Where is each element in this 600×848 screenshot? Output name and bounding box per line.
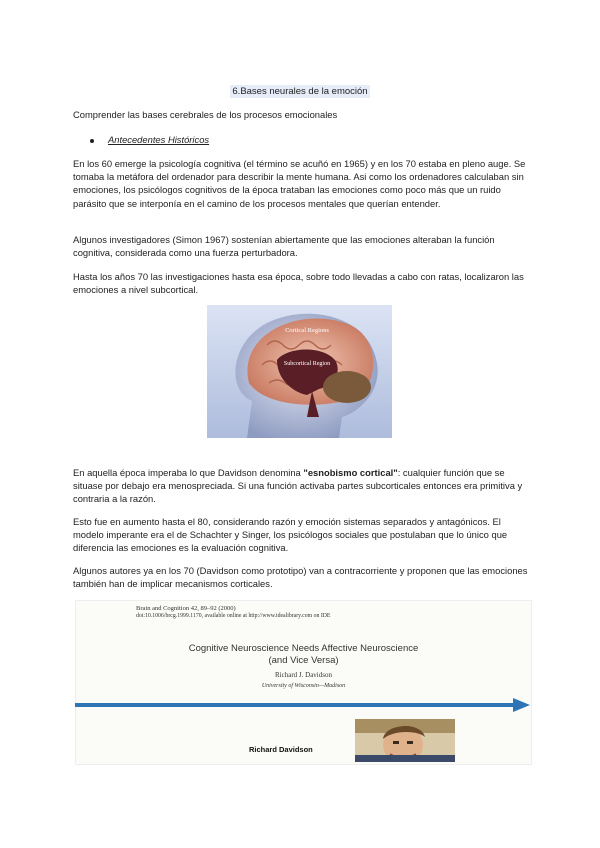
paper-title-line1: Cognitive Neuroscience Needs Affective Neuroscience [188,643,419,654]
paragraph-4 [73,466,528,506]
subcortical-label-text: Subcortical Region [283,361,331,367]
cortical-label: Cortical Regions [285,327,329,334]
title-text: 6.Bases neurales de la emoción [232,86,368,97]
paper-header-image [75,600,532,765]
bullet-text: Antecedentes Históricos [108,134,210,145]
bullet-item [90,134,209,145]
paragraph-3: Hasta los años 70 las investigaciones hasta esa época, sobre todo llevadas a cabo con ratas, localizaron las emociones a nivel subcortical. [73,271,524,296]
subcortical-label [284,361,330,367]
timeline-arrow-icon [75,698,530,712]
paper-affiliation: University of Wisconsin—Madison [261,683,346,689]
paragraph-1: En los 60 emerge la psicología cognitiva (el término se acuñó en 1965) y en los 70 estaba en pleno auge. Se tomaba la metáfora del ordenador para describir la mente humana. Asi como los ordenadores calculaban sin emociones, los psicólogos cognitivos de la época trataban las emociones como poco más que un ruido parásito que se interponía en el camino de los procesos mentales que querían entender. [73,158,526,209]
paper-author: Richard J. Davidson [275,671,332,679]
paragraph-5: Esto fue en aumento hasta el 80, considerando razón y emoción sistemas separados y antagónicos. El modelo imperante era el de Schachter y Singer, los psicólogos sociales que postulaban que lo único que diferencia las emociones es la evaluación cognitiva. [73,516,508,554]
paper-title-line2: (and Vice Versa) [268,655,339,666]
davidson-photo [355,719,455,762]
photo-caption: Richard Davidson [249,745,313,754]
paper-doi: doi:10.1006/brcg.1999.1170, available online at http://www.idealibrary.com on IDE [136,613,331,619]
brain-diagram-image [207,305,392,438]
paragraph-2: Algunos investigadores (Simon 1967) sostenían abiertamente que las emociones alteraban la función cognitiva, considerada como una fuerza perturbadora. [73,234,495,259]
para4-after: : cualquier función que se situase por debajo era menospreciada. Si una función activaba partes subcorticales entonces era primitiva y contraria a la razón. [73,467,523,505]
bullet-dot-icon [90,139,94,143]
intro-paragraph: Comprender las bases cerebrales de los procesos emocionales [73,109,338,120]
page-title [0,86,600,97]
paper-journal: Brain and Cognition 42, 89–92 (2000) [136,605,236,612]
para4-before: En aquella época imperaba lo que Davidson denomina [73,467,304,478]
para4-bold: "esnobismo cortical" [303,467,398,478]
paragraph-6: Algunos autores ya en los 70 (Davidson como prototipo) van a contracorriente y proponen que las emociones también han de implicar mecanismos corticales. [73,565,528,590]
